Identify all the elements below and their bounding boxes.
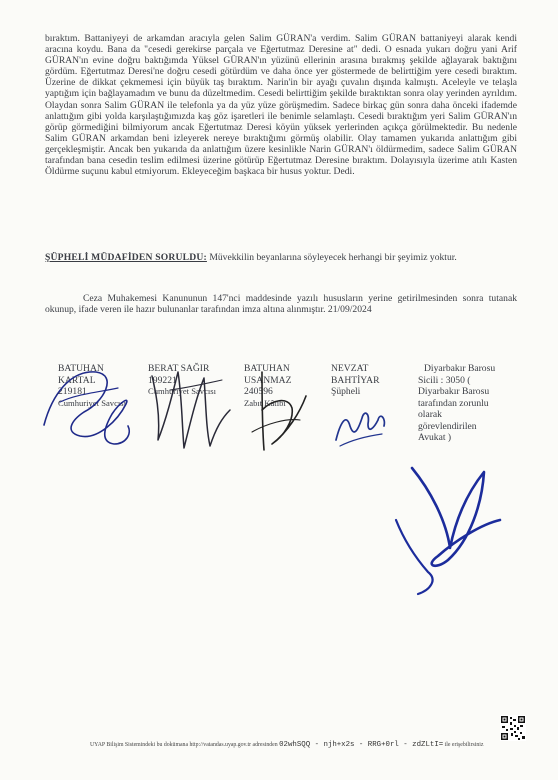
signature-scribble-lawyer: [412, 468, 500, 566]
signature-name-last: BAHTİYAR: [331, 374, 380, 386]
lawyer-bar-name: Diyarbakır Barosu: [424, 363, 496, 374]
signature-role: Şüpheli: [331, 386, 361, 397]
signature-name-first: NEVZAT: [331, 363, 369, 374]
lawyer-assigned: tarafından zorunlu: [418, 397, 489, 409]
signature-id: 219181: [58, 386, 87, 397]
signature-role: Cumhuriyet Savcısı: [58, 397, 127, 408]
signature-name-first: BATUHAN: [244, 363, 290, 374]
signature-name: BERAT SAĞIR: [148, 363, 210, 374]
defense-question-answer: Müvekkilin beyanlarına söyleyecek herhangi bir şeyimiz yoktur.: [206, 252, 457, 263]
defense-question-heading: ŞÜPHELİ MÜDAFİDEN SORULDU:: [45, 252, 207, 263]
signature-block-prosecutor-2: [148, 363, 216, 398]
lawyer-registry: Sicili : 3050 (: [418, 374, 471, 386]
statement-body: [45, 33, 517, 177]
signature-name-last: USANMAZ: [244, 374, 292, 386]
signature-block-clerk: [244, 363, 291, 409]
signature-name-first: BATUHAN: [58, 363, 104, 374]
defense-question: [45, 252, 517, 263]
qr-code-icon: [500, 715, 526, 741]
signature-id: 240596: [244, 386, 273, 397]
lawyer-bar: Diyarbakır Barosu: [418, 386, 490, 397]
signature-name-last: KARTAL: [58, 374, 96, 386]
footer-access-code: 02whSQQ - njh+x2s - RRG+0rl - zdZLtI=: [279, 741, 444, 749]
closing-statement: Ceza Muhakemesi Kanununun 147'nci maddesinde yazılı hususların yerine getirilmesinden sonra tutanak okunup, ifade veren ile hazır bulunanlar tarafından imza altına alınmıştır. 21/09/2024: [45, 293, 517, 316]
signature-block-prosecutor-1: [58, 363, 126, 409]
lawyer-appointed: görevlendirilen: [418, 420, 477, 432]
footer-prefix: UYAP Bilişim Sistemindeki bu dokümana http://vatandas.uyap.gov.tr adresinden: [90, 742, 278, 748]
footer-suffix: ile erişebilirsiniz: [444, 742, 484, 748]
signature-id: 199221: [148, 374, 177, 386]
lawyer-mandatory: olarak: [418, 409, 442, 420]
lawyer-title: Avukat ): [418, 432, 452, 443]
statement-paragraph: bıraktım. Battaniyeyi de arkamdan aracıyla gelen Salim GÜRAN'a verdim. Salim GÜRAN battaniyeyi alarak kendi aracına koydu. Bana da "cesedi gerekirse parçala ve Eğertutmaz Deresine at" dedi. O esnada yukarı doğru yani Arif GÜRAN'ın evine doğru baktığımda Yüksel GÜRAN'ın yüzünü ellerinin arasına bırakmış şekilde ağlayarak baktığını gördüm. Eğertutmaz Deresi'ne doğru cesedi götürdüm ve daha önce yer göstermede de belirttiğim yere cesedi bıraktım. Üzerine de dikkat çekmemesi için büyük taş bıraktım. Narin'in bir ayağı çuvalın dışında kalmıştı. Aceleyle ve telaşla yaptığım için bağlayamadım ve bunu da düzeltmedim. Cesedi belirttiğim şekilde bıraktıktan sonra olay yerinden ayrıldım. Olaydan sonra Salim GÜRAN ile telefonla ya da yüz yüze görüşmedim. Sadece birkaç gün sonra daha önceki ifademde anlattığım gibi yolda karşılaştığımızda kaş göz işaretleri ile benimle selamlaştı. Cesedi bıraktığım yeri Salim GÜRAN'ın görüp görmediğini bilmiyorum ancak Eğertutmaz Deresi köyün yüksek yerlerinden açıkça görülmektedir. Bu nedenle Salim GÜRAN arkamdan beni izleyerek nereye bıraktığımı görmüş olabilir. Olay tamamen yukarıda anlattığım gibi gerçekleşmiştir. Ancak ben yukarıda da anlattığım üzere kesinlikle Narin GÜRAN'ı öldürmedim, sadece Salim GÜRAN tarafından bana cesedin teslim edilmesi üzerine götürüp Eğertutmaz Deresine bıraktım. Dolayısıyla üzerime atılı Kasten Öldürme suçunu kabul etmiyorum. Ekleyeceğim başkaca bir husus yoktur. Dedi.: [45, 33, 517, 178]
signature-block-suspect: [331, 363, 380, 398]
signature-role: Cumhuriyet Savcısı: [148, 386, 217, 396]
signature-role: Zabıt Kâtibi: [244, 397, 286, 408]
document-footer: [90, 741, 483, 749]
signature-scribble-suspect: [336, 413, 384, 440]
signature-block-lawyer: [418, 363, 495, 444]
